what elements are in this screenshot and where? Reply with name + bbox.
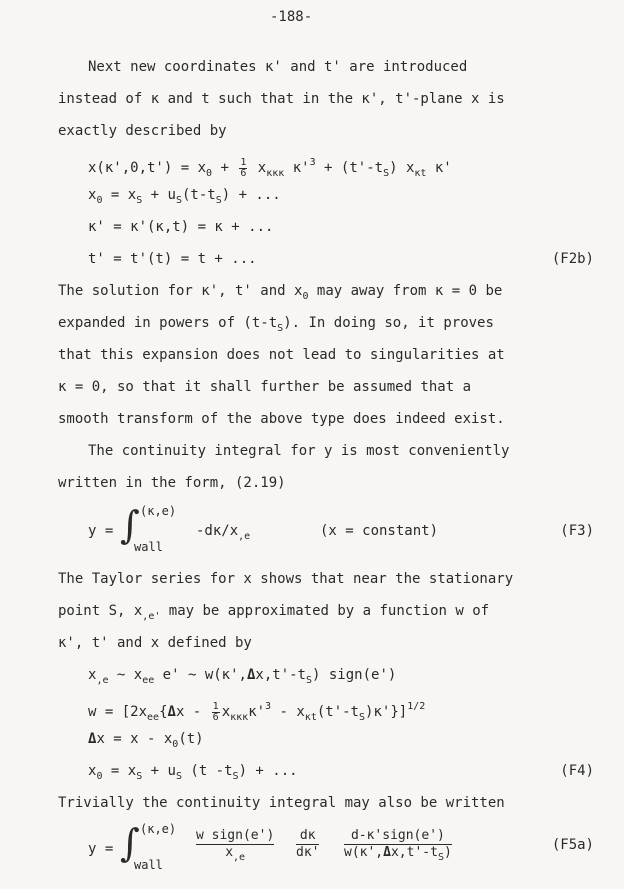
text-line: The continuity integral for y is most conveniently [88, 443, 510, 459]
text-line: Trivially the continuity integral may also be written [58, 795, 505, 811]
text-line: The Taylor series for x shows that near the stationary [58, 571, 514, 587]
equation-f3-lhs: y = [88, 523, 114, 539]
equation-number-f3: (F3) [560, 523, 594, 539]
equation-f2b-line3: κ' = κ'(κ,t) = κ + ... [88, 219, 274, 235]
text-line: κ = 0, so that it shall further be assumed that a [58, 379, 472, 395]
integral-lower-limit: wall [134, 858, 163, 872]
fraction-d-over-w: d-κ'sign(e') $w(\kappa',\Delta x,t'-t_S)$ [344, 828, 452, 863]
fraction-one-sixth: $\frac{1}{6}$ [212, 700, 219, 723]
equation-f4-line3: $\Delta x = x - x_0(t)$ [88, 731, 204, 750]
text-line: smooth transform of the above type does indeed exist. [58, 411, 505, 427]
integral-sign: ∫ [120, 503, 140, 547]
equation-number-f4: (F4) [560, 763, 594, 779]
equation-f3-integrand: $-d\kappa/x_{,e}$ [196, 523, 251, 542]
equation-number-f2b: (F2b) [551, 251, 594, 267]
text-line: point S, $x_{,e'}$ may be approximated by a function w of [58, 603, 490, 622]
equation-f2b-line4: t' = t'(t) = t + ... [88, 251, 257, 267]
text-line: Next new coordinates κ' and t' are introduced [88, 59, 468, 75]
equation-f3-condition: (x = constant) [320, 523, 439, 539]
text-line: The solution for κ', t' and $x_0$ may away from κ = 0 be [58, 283, 503, 302]
text-line: instead of κ and t such that in the κ', t'-plane x is [58, 91, 505, 107]
fraction-one-sixth: $\frac{1}{6}$ [240, 156, 247, 179]
text-line: written in the form, (2.19) [58, 475, 286, 491]
text-line: expanded in powers of $(t-t_S)$. In doing so, it proves [58, 315, 494, 334]
equation-f2b-line2: $x_0 = x_S + u_S(t-t_S)$ + ... [88, 187, 281, 206]
text-line: exactly described by [58, 123, 227, 139]
equation-f4-line2: $w = [2x_{ee}\{\Delta x$ - $\frac{1}{6}$ $x_{\kappa\kappa\kappa}\kappa'^3 - x_{\kappa t}(t'-t_S)\kappa'\}]^{1/2}$ [88, 700, 426, 723]
text-line: κ', t' and x defined by [58, 635, 252, 651]
equation-f4-line1: $x_{,e}$ ~ $x_{ee}$ e' ~ $w(\kappa',\Delta x,t'-t_S)$ sign(e') [88, 667, 397, 686]
fraction-w-sign-over-x: w sign(e') $x_{,e}$ [196, 828, 275, 863]
equation-number-f5a: (F5a) [551, 837, 594, 853]
page-number: -188- [270, 9, 313, 25]
text-line: that this expansion does not lead to singularities at [58, 347, 505, 363]
integral-lower-limit: wall [134, 540, 163, 554]
fraction-dk-over-dkprime: $\frac{d\kappa}{d\kappa'}$ [296, 828, 320, 860]
integral-upper-limit: (κ,e) [140, 504, 177, 518]
equation-f5a-lhs: y = [88, 841, 114, 857]
equation-f4-line4: $x_0 = x_S + u_S$ (t $-t_S$) + ... [88, 763, 298, 782]
integral-upper-limit: (κ,e) [140, 822, 177, 836]
equation-f2b-line1: $x(\kappa',0,t') = x_0$ + $\frac{1}{6}$ $x_{\kappa\kappa\kappa}$ $\kappa'^3 + (t'-t_S)$ $x_{\kappa t}$ κ' [88, 156, 452, 179]
integral-sign: ∫ [120, 821, 140, 865]
